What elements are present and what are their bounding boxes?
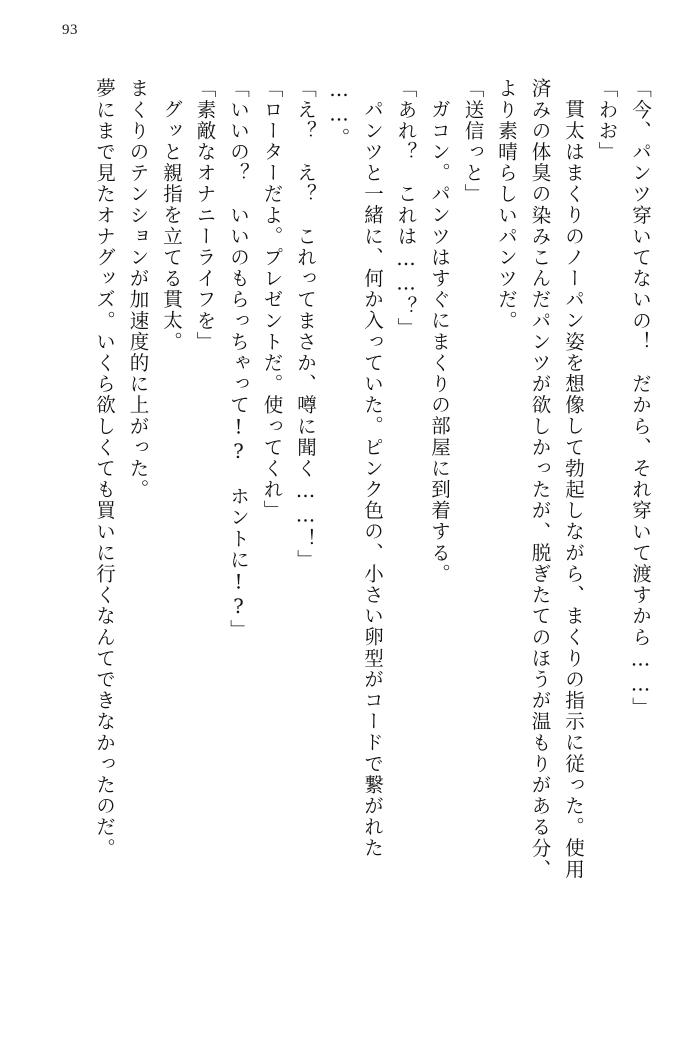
text-line: 「え？ え？ これってまさか、噂に聞く……！」 [294,78,317,571]
text-line: 貫太はまくりのノーパン姿を想像して勃起しながら、まくりの指示に従った。使用 [562,99,585,880]
text-line: まくりのテンションが加速度的に上がった。 [126,78,150,500]
text-line: ガコン。パンツはすぐにまくりの部屋に到着する。 [428,99,451,585]
text-line: 夢にまで見たオナグッズ。いくら欲しくても買いに行くなんてできなかったのだ。 [93,78,116,859]
page-number: 93 [62,22,78,38]
text-line: 「今、パンツ穿いてないの！ だから、それ穿いて渡すから……」 [629,78,652,718]
text-line: より素晴らしいパンツだ。 [495,78,518,332]
text-line: ……。 [327,78,351,149]
text-line: 「ローターだよ。プレゼントだ。使ってくれ」 [260,78,284,522]
text-line: 「素敵なオナニーライフを」 [193,78,217,353]
text-line: 「送信っと」 [461,78,485,205]
text-line: 「あれ？ これは……？」 [394,78,418,339]
text-line: グッと親指を立てる貫太。 [160,99,183,353]
text-line: パンツと一緒に、何か入っていた。ピンク色の、小さい卵型がコードで繋がれた [361,99,384,859]
text-line: 「いいの？ いいのもらっちゃって!? ホントに!?」 [227,78,250,641]
text-line: 済みの体臭の染みこんだパンツが欲しかったが、脱ぎたてのほうが温もりがある分、 [528,78,552,880]
vertical-text-body [37,78,657,1008]
text-line: 「わお」 [595,78,619,163]
